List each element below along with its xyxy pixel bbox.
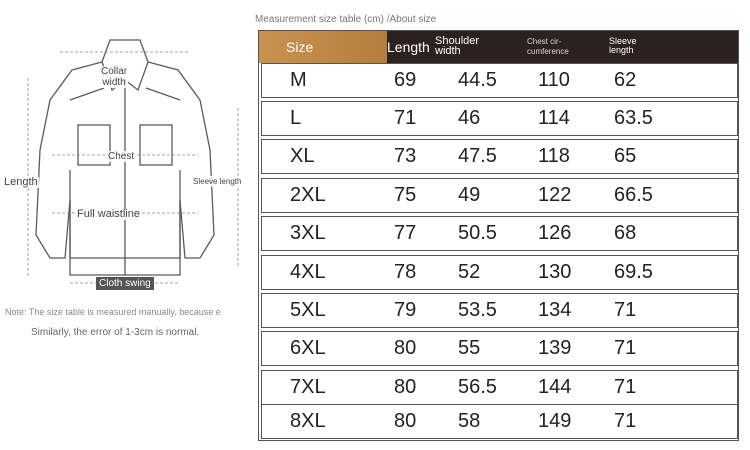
sleeve-cell: 71	[614, 376, 637, 398]
size-cell: 3XL	[290, 222, 326, 244]
shoulder-cell: 56.5	[458, 376, 497, 398]
length-cell: 77	[394, 222, 417, 244]
length-cell: 78	[394, 261, 417, 283]
full-waistline-label: Full waistline	[77, 208, 140, 220]
size-cell: M	[290, 69, 307, 91]
chest-cell: 126	[538, 222, 572, 244]
length-cell: 69	[394, 69, 417, 91]
table-row	[261, 178, 738, 213]
shoulder-cell: 47.5	[458, 145, 497, 167]
size-cell: L	[290, 107, 302, 129]
sleeve-cell: 71	[614, 410, 637, 432]
table-row	[261, 293, 738, 328]
chest-cell: 144	[538, 376, 572, 398]
header-chest-circumference: Chest cir- cumference	[527, 37, 569, 56]
length-cell: 80	[394, 376, 417, 398]
table-header	[259, 31, 738, 63]
shoulder-cell: 55	[458, 337, 481, 359]
length-cell: 73	[394, 145, 417, 167]
chest-cell: 118	[538, 145, 570, 167]
table-row	[261, 63, 738, 98]
sleeve-cell: 66.5	[614, 184, 653, 206]
length-cell: 75	[394, 184, 417, 206]
chest-cell: 139	[538, 337, 572, 359]
shoulder-cell: 49	[458, 184, 481, 206]
error-note: Similarly, the error of 1-3cm is normal.	[31, 327, 200, 338]
chest-cell: 134	[538, 299, 572, 321]
table-row	[261, 139, 738, 174]
shoulder-cell: 44.5	[458, 69, 497, 91]
sleeve-cell: 69.5	[614, 261, 653, 283]
size-cell: 5XL	[290, 299, 326, 321]
length-cell: 80	[394, 410, 417, 432]
chest-cell: 149	[538, 410, 572, 432]
chest-cell: 122	[538, 184, 572, 206]
table-row	[261, 331, 738, 366]
sleeve-cell: 71	[614, 299, 637, 321]
size-cell: XL	[290, 145, 315, 167]
sleeve-cell: 71	[614, 337, 637, 359]
table-row	[261, 404, 738, 439]
header-shoulder-width: Shoulder width	[435, 35, 480, 57]
size-cell: 2XL	[290, 184, 326, 206]
shoulder-cell: 52	[458, 261, 481, 283]
collar-width-label: Collar width	[101, 66, 128, 88]
table-row	[261, 370, 738, 405]
shoulder-cell: 50.5	[458, 222, 497, 244]
size-header-cell	[259, 31, 387, 63]
chest-label: Chest	[108, 151, 135, 162]
table-row	[261, 216, 738, 251]
length-label: Length	[4, 176, 38, 188]
sleeve-cell: 63.5	[614, 107, 653, 129]
cloth-swing-label: Cloth swing	[96, 277, 154, 290]
header-size: Size	[286, 39, 314, 55]
length-cell: 71	[394, 107, 417, 129]
table-caption: Measurement size table (cm) /About size	[255, 14, 437, 25]
header-sleeve-length: Sleeve length	[609, 36, 637, 55]
sleeve-cell: 62	[614, 69, 637, 91]
chest-cell: 110	[538, 69, 570, 91]
shoulder-cell: 46	[458, 107, 481, 129]
size-cell: 7XL	[290, 376, 326, 398]
shoulder-cell: 53.5	[458, 299, 497, 321]
size-cell: 8XL	[290, 410, 326, 432]
size-cell: 6XL	[290, 337, 326, 359]
sleeve-length-label: Sleeve length	[193, 177, 242, 186]
shoulder-cell: 58	[458, 410, 481, 432]
table-row	[261, 255, 738, 290]
table-row	[261, 101, 738, 136]
size-table	[258, 30, 739, 441]
size-cell: 4XL	[290, 261, 326, 283]
sleeve-cell: 68	[614, 222, 637, 244]
header-length: Length	[387, 39, 430, 55]
length-cell: 80	[394, 337, 417, 359]
chest-cell: 130	[538, 261, 572, 283]
sleeve-cell: 65	[614, 145, 637, 167]
chest-cell: 114	[538, 107, 570, 129]
jacket-diagram	[0, 30, 252, 300]
measurement-note: Note: The size table is measured manually, because e	[5, 307, 221, 317]
length-cell: 79	[394, 299, 417, 321]
